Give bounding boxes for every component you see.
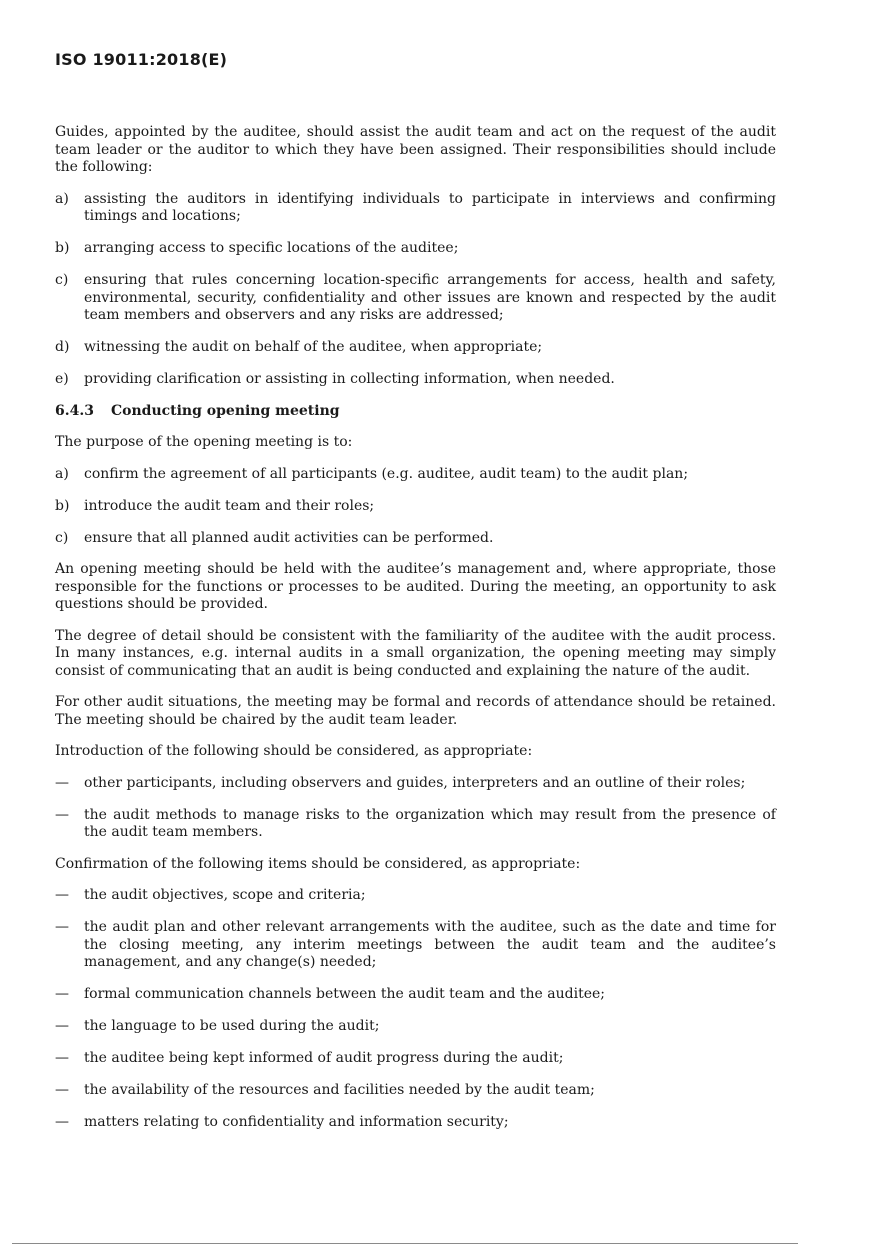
paragraph: For other audit situations, the meeting may be formal and records of attendance should be retained. The meeting should be chaired by the audit team leader. — [55, 694, 776, 728]
list-item-text: the audit objectives, scope and criteria; — [84, 887, 366, 903]
list-item — [55, 887, 776, 905]
list-marker: — — [55, 806, 69, 823]
list-marker: — — [55, 1050, 69, 1066]
list-item-text: the language to be used during the audit; — [84, 1018, 380, 1034]
list-marker: — — [55, 774, 69, 791]
list-item-text: the audit methods to manage risks to the organization which may result from the presence of the audit team members. — [84, 806, 776, 840]
list-item-text: witnessing the audit on behalf of the auditee, when appropriate; — [84, 339, 543, 355]
list-item-text: providing clarification or assisting in collecting information, when needed. — [84, 371, 615, 387]
list-item-text: confirm the agreement of all participants (e.g. auditee, audit team) to the audit plan; — [84, 465, 689, 482]
list-item-text: the audit plan and other relevant arrangements with the auditee, such as the date and time for the closing meeting, any interim meetings between the audit team and the auditee’s management, and any change(s) needed; — [84, 919, 776, 970]
list-marker: e) — [55, 371, 69, 387]
list-item — [55, 530, 776, 548]
list-marker: — — [55, 986, 69, 1002]
list-item — [55, 339, 776, 357]
list-item-text: arranging access to specific locations of the auditee; — [84, 240, 459, 256]
list-item-text: the availability of the resources and facilities needed by the audit team; — [84, 1082, 595, 1098]
confirmation-intro: Confirmation of the following items should be considered, as appropriate: — [55, 855, 581, 872]
purpose-list — [55, 466, 776, 548]
guide-responsibilities-list — [55, 191, 776, 389]
purpose-intro: The purpose of the opening meeting is to: — [55, 434, 353, 450]
list-item-text: matters relating to confidentiality and information security; — [84, 1114, 509, 1130]
list-item — [55, 1082, 776, 1100]
list-marker: c) — [55, 529, 69, 546]
list-marker: b) — [55, 240, 70, 256]
list-marker: — — [55, 1114, 69, 1130]
list-item — [55, 272, 776, 325]
list-item-text: ensure that all planned audit activities can be performed. — [84, 529, 494, 546]
confirmation-list — [55, 887, 776, 1132]
list-item — [55, 191, 776, 226]
list-item — [55, 1114, 776, 1132]
list-item — [55, 1050, 776, 1068]
list-marker: d) — [55, 339, 70, 355]
list-item — [55, 240, 776, 258]
footer-divider — [12, 1243, 798, 1244]
list-marker: — — [55, 1018, 69, 1034]
list-item — [55, 371, 776, 389]
list-item-text: the auditee being kept informed of audit progress during the audit; — [84, 1050, 564, 1066]
list-item — [55, 919, 776, 972]
list-marker: — — [55, 919, 69, 935]
list-item-text: ensuring that rules concerning location-specific arrangements for access, health and safety, environmental, security, confidentiality and other issues are known and respected by the audit team members and observers and any risks are addressed; — [84, 272, 776, 323]
list-item — [55, 775, 776, 793]
intro-paragraph: Guides, appointed by the auditee, should assist the audit team and act on the request of the audit team leader or the auditor to which they have been assigned. Their responsibilities should include the following: — [55, 124, 776, 175]
document-body — [55, 124, 776, 1146]
section-number: 6.4.3 — [55, 402, 94, 419]
list-item-text: other participants, including observers and guides, interpreters and an outline of their roles; — [84, 774, 746, 791]
introduction-intro: Introduction of the following should be considered, as appropriate: — [55, 743, 533, 759]
list-marker: b) — [55, 497, 70, 514]
document-header: ISO 19011:2018(E) — [55, 50, 228, 69]
list-item-text: introduce the audit team and their roles; — [84, 497, 375, 514]
list-marker: — — [55, 1082, 69, 1098]
list-item-text: formal communication channels between the audit team and the auditee; — [84, 986, 606, 1002]
list-marker: a) — [55, 190, 69, 207]
list-marker: — — [55, 887, 69, 903]
paragraph: An opening meeting should be held with the auditee’s management and, where appropriate, those responsible for the functions or processes to be audited. During the meeting, an opportunity to ask questions should be provided. — [55, 561, 776, 612]
list-item — [55, 986, 776, 1004]
list-item-text: assisting the auditors in identifying individuals to participate in interviews and confirming timings and locations; — [84, 190, 776, 224]
list-item — [55, 1018, 776, 1036]
paragraph: The degree of detail should be consistent with the familiarity of the auditee with the audit process. In many instances, e.g. internal audits in a small organization, the opening meeting may simply consist of communicating that an audit is being conducted and explaining the nature of the audit. — [55, 627, 776, 679]
list-marker: c) — [55, 272, 69, 288]
introduction-list — [55, 775, 776, 842]
section-heading — [55, 403, 776, 421]
list-item — [55, 807, 776, 842]
list-item — [55, 498, 776, 516]
section-title: Conducting opening meeting — [111, 402, 340, 419]
list-marker: a) — [55, 465, 69, 482]
list-item — [55, 466, 776, 484]
